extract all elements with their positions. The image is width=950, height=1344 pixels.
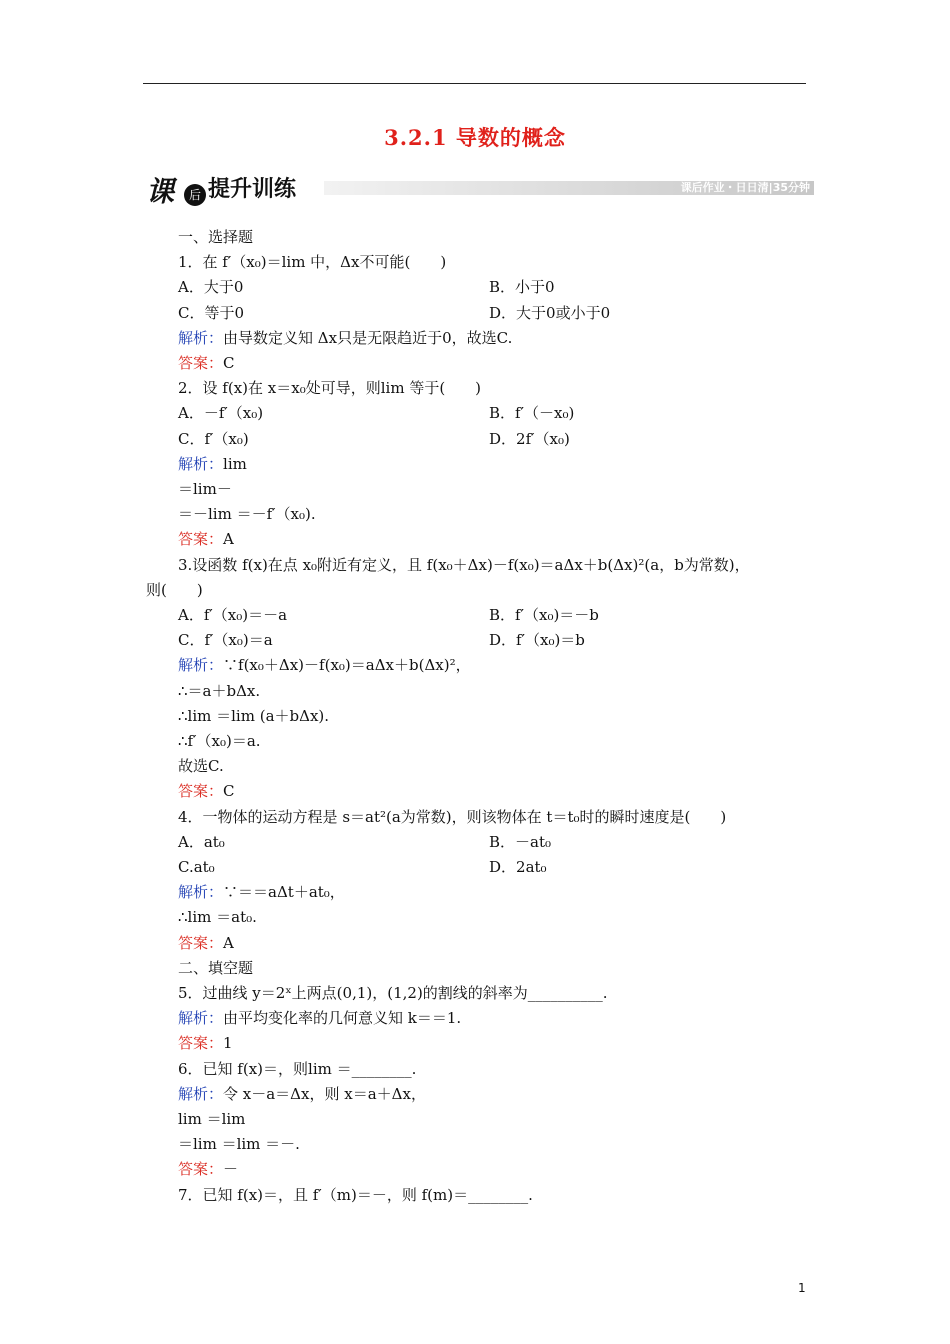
text-line (178, 502, 316, 527)
text-line (178, 301, 244, 326)
answer-label: 答案： (178, 933, 224, 952)
text-line (178, 1057, 416, 1082)
text-line (489, 628, 585, 653)
line-text: B．小于0 (489, 278, 555, 297)
text-line (489, 855, 547, 880)
text-line (178, 1082, 426, 1107)
line-text: 1．在 f′（x₀)＝lim 中，Δx不可能( ) (178, 253, 447, 272)
analysis-label: 解析： (178, 656, 224, 675)
text-line (178, 553, 750, 578)
text-line (178, 1006, 461, 1031)
line-text: 令 x－a＝Δx，则 x＝a＋Δx， (223, 1084, 426, 1103)
line-text: 5．过曲线 y＝2ˣ上两点(0,1)，(1,2)的割线的斜率为__________. (178, 984, 608, 1002)
text-line (178, 855, 215, 880)
line-text: 6．已知 f(x)＝，则lim ＝________. (178, 1059, 417, 1078)
banner-logo-hou: 后 (184, 184, 206, 206)
line-text: A (223, 933, 234, 952)
line-text: C．等于0 (178, 303, 245, 322)
text-line (178, 477, 232, 502)
analysis-label: 解析： (178, 454, 224, 473)
line-text: ＝lim ＝lim ＝－. (178, 1135, 300, 1154)
line-text: A．at₀ (178, 832, 225, 851)
line-text: lim (223, 454, 247, 473)
line-text: D．大于0或小于0 (489, 303, 611, 322)
line-text: D．f′（x₀)＝b (489, 631, 585, 650)
line-text: B．－at₀ (489, 832, 552, 851)
text-line (178, 401, 263, 426)
text-line (489, 427, 570, 452)
line-text: A．大于0 (178, 278, 244, 297)
text-line (178, 1157, 238, 1182)
line-text: C (223, 782, 235, 801)
line-text: 由导数定义知 Δx只是无限趋近于0，故选C. (223, 328, 513, 347)
line-text: B．f′（－x₀) (489, 404, 575, 423)
line-text: A．f′（x₀)＝－a (178, 606, 288, 624)
line-text: C (223, 354, 235, 372)
text-line (178, 729, 261, 754)
line-text: ∵f(x₀＋Δx)－f(x₀)＝aΔx＋b(Δx)²， (223, 656, 471, 675)
text-line (178, 931, 234, 956)
line-text: － (223, 1160, 239, 1179)
header-rule (143, 83, 806, 84)
text-line (178, 905, 257, 930)
line-text: ＝lim－ (178, 480, 232, 498)
line-text: B．f′（x₀)＝－b (489, 606, 599, 624)
line-text: ∴f′（x₀)＝a. (178, 732, 261, 750)
text-line (178, 779, 235, 804)
analysis-label: 解析： (178, 883, 224, 902)
text-line (489, 401, 574, 426)
text-line (178, 376, 481, 401)
banner-logo-ke: 课 (146, 175, 175, 208)
banner-label: 提升训练 (208, 177, 297, 202)
line-text: ＝－lim ＝－f′（x₀). (178, 505, 316, 524)
text-line (178, 830, 225, 855)
text-line (178, 628, 273, 653)
text-line (178, 603, 287, 628)
text-line (489, 603, 599, 628)
line-text: A (223, 530, 234, 549)
text-line (178, 956, 253, 981)
analysis-label: 解析： (178, 328, 224, 347)
answer-label: 答案： (178, 1034, 224, 1053)
line-text: 一、选择题 (178, 228, 254, 246)
text-line (178, 452, 247, 477)
text-line (146, 578, 203, 603)
text-line (178, 754, 224, 779)
answer-label: 答案： (178, 1160, 224, 1179)
text-line (178, 225, 253, 250)
text-line (178, 653, 471, 678)
line-text: ∴＝a＋bΔx. (178, 681, 261, 700)
text-line (178, 326, 512, 351)
line-text: C．f′（x₀)＝a (178, 631, 273, 650)
text-line (178, 704, 329, 729)
text-line (178, 1107, 245, 1132)
line-text: C．f′（x₀) (178, 429, 249, 448)
line-text: 二、填空题 (178, 958, 254, 977)
text-line (178, 427, 249, 452)
line-text: 则( ) (146, 580, 203, 599)
line-text: 2．设 f(x)在 x＝x₀处可导，则lim 等于( ) (178, 379, 482, 398)
text-line (489, 301, 610, 326)
line-text: D．2at₀ (489, 858, 547, 876)
line-text: 故选C. (178, 757, 224, 776)
text-line (489, 830, 551, 855)
text-line (178, 981, 608, 1006)
analysis-label: 解析： (178, 1009, 224, 1028)
line-text: ∴lim ＝at₀. (178, 908, 257, 927)
text-line (178, 351, 235, 376)
text-line (489, 275, 555, 300)
text-line (178, 880, 345, 905)
text-line (178, 1132, 300, 1157)
text-line (178, 1183, 533, 1208)
banner-tagline: 课后作业・日日清|35分钟 (680, 181, 810, 194)
line-text: lim ＝lim (178, 1110, 246, 1128)
section-banner (146, 170, 816, 206)
answer-label: 答案： (178, 782, 224, 801)
banner-bar (324, 181, 814, 195)
line-text: A．－f′（x₀) (178, 404, 264, 423)
text-line (178, 275, 243, 300)
line-text: ∴lim ＝lim (a＋bΔx). (178, 706, 330, 725)
line-text: 4．一物体的运动方程是 s＝at²(a为常数)，则该物体在 t＝t₀时的瞬时速度是( ) (178, 807, 727, 826)
text-line (178, 1031, 233, 1056)
answer-label: 答案： (178, 530, 224, 549)
analysis-label: 解析： (178, 1084, 224, 1103)
page-title: 3.2.1 导数的概念 (384, 125, 566, 150)
line-text: C.at₀ (178, 858, 215, 876)
answer-label: 答案： (178, 354, 224, 372)
line-text: 由平均变化率的几何意义知 k＝＝1. (223, 1009, 462, 1028)
line-text: 1 (223, 1034, 233, 1053)
text-line (178, 527, 234, 552)
text-line (178, 805, 726, 830)
text-line (178, 679, 260, 704)
line-text: D．2f′（x₀) (489, 429, 570, 448)
line-text: 3.设函数 f(x)在点 x₀附近有定义，且 f(x₀＋Δx)－f(x₀)＝aΔx＋b(Δx)²(a，b为常数)， (178, 555, 750, 574)
text-line (178, 250, 446, 275)
page-number: 1 (798, 1281, 806, 1295)
line-text: ∵＝＝aΔt＋at₀， (223, 883, 345, 902)
line-text: 7．已知 f(x)＝，且 f′（m)＝－，则 f(m)＝________. (178, 1185, 533, 1204)
